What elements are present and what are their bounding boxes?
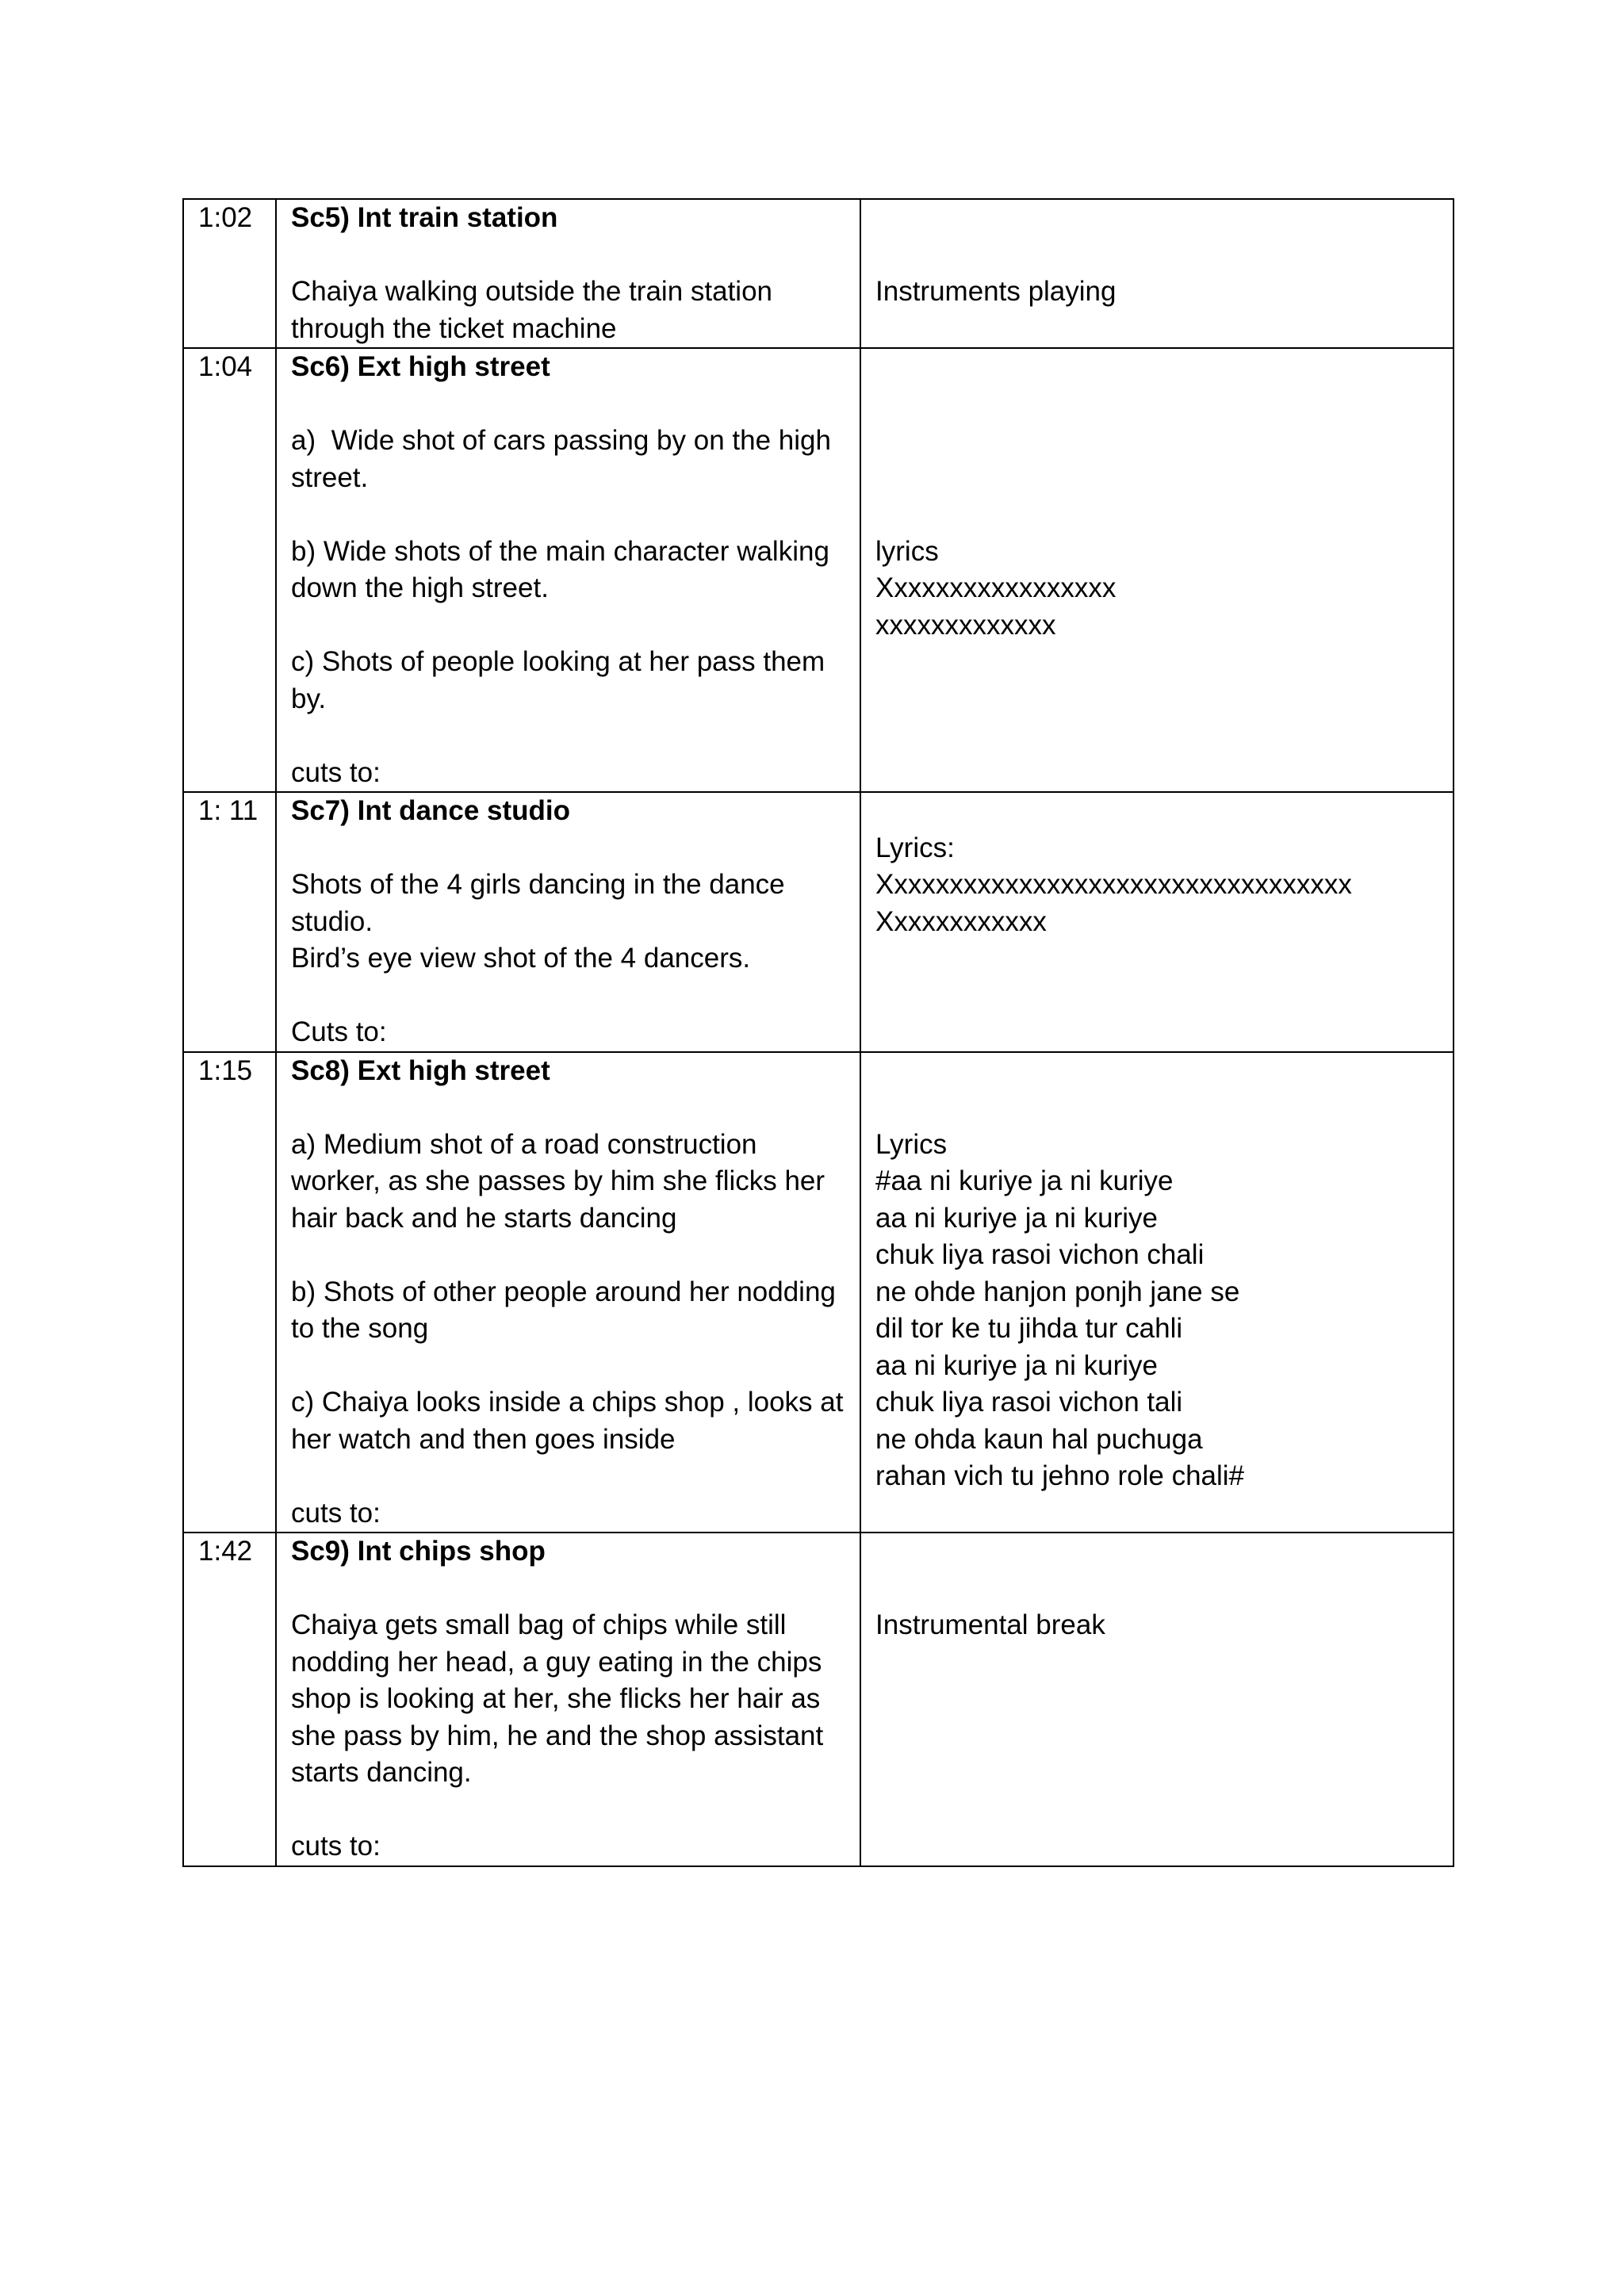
- spacer: [875, 349, 1438, 386]
- audio-text: ne ohde hanjon ponjh jane se: [875, 1276, 1240, 1307]
- time-cell: [183, 1052, 276, 1533]
- table-row: [183, 792, 1454, 1052]
- audio-text: Lyrics: [875, 1128, 948, 1160]
- spacer: [291, 386, 845, 423]
- scene-item-b: b) Shots of other people around her nodding: [291, 1276, 836, 1307]
- scene-item-a: street.: [291, 461, 369, 493]
- scene-cut: cuts to:: [291, 756, 381, 788]
- scene-item-c: c) Shots of people looking at her pass them: [291, 646, 825, 677]
- spacer: [875, 1089, 1438, 1127]
- scene-cut: cuts to:: [291, 1497, 381, 1529]
- scene-heading: Sc6) Ext high street: [291, 351, 550, 382]
- audio-text: lyrics: [875, 535, 939, 567]
- audio-cell: [860, 1533, 1454, 1866]
- audio-text: aa ni kuriye ja ni kuriye: [875, 1202, 1158, 1234]
- scene-text: she pass by him, he and the shop assistant: [291, 1720, 824, 1751]
- audio-text: Instruments playing: [875, 276, 1116, 307]
- scene-item-a: worker, as she passes by him she flicks her: [291, 1165, 825, 1196]
- audio-text: dil tor ke tu jihda tur cahli: [875, 1313, 1183, 1344]
- spacer: [875, 423, 1438, 460]
- spacer: [291, 1458, 845, 1495]
- spacer: [875, 237, 1438, 274]
- timestamp: 1: 11: [198, 795, 259, 826]
- scene-cut: cuts to:: [291, 1831, 381, 1862]
- scene-text: studio.: [291, 905, 373, 937]
- spacer: [291, 1792, 845, 1829]
- spacer: [875, 1571, 1438, 1608]
- spacer: [291, 1571, 845, 1608]
- scene-text: shop is looking at her, she flicks her hair as: [291, 1683, 821, 1714]
- audio-text: rahan vich tu jehno role chali#: [875, 1460, 1245, 1491]
- scene-item-a: a) Medium shot of a road construction: [291, 1128, 757, 1160]
- scene-text: Chaiya walking outside the train station: [291, 276, 773, 307]
- scene-text: starts dancing.: [291, 1757, 472, 1788]
- spacer: [875, 793, 1438, 830]
- scene-item-c: by.: [291, 683, 327, 714]
- scene-cell: [276, 1533, 860, 1866]
- scene-cell: [276, 348, 860, 792]
- spacer: [291, 496, 845, 534]
- audio-text: chuk liya rasoi vichon tali: [875, 1387, 1183, 1418]
- time-cell: [183, 792, 276, 1052]
- timestamp: 1:15: [198, 1054, 253, 1086]
- spacer: [291, 978, 845, 1015]
- table-row: [183, 348, 1454, 792]
- timestamp: 1:42: [198, 1536, 253, 1567]
- scene-heading: Sc7) Int dance studio: [291, 795, 570, 826]
- scene-item-b: to the song: [291, 1313, 429, 1344]
- table-row: [183, 1052, 1454, 1533]
- scene-text: Shots of the 4 girls dancing in the dance: [291, 869, 785, 900]
- spacer: [875, 1053, 1438, 1090]
- audio-text: #aa ni kuriye ja ni kuriye: [875, 1165, 1174, 1196]
- spacer: [291, 607, 845, 645]
- audio-text: Lyrics:: [875, 832, 955, 863]
- spacer: [875, 460, 1438, 497]
- spacer: [291, 1237, 845, 1274]
- scene-text: through the ticket machine: [291, 312, 617, 344]
- audio-text: Xxxxxxxxxxxxxxxxxxxxxxxxxxxxxxxxxx: [875, 869, 1352, 900]
- timestamp: 1:04: [198, 351, 253, 382]
- audio-cell: [860, 199, 1454, 348]
- scene-heading: Sc9) Int chips shop: [291, 1536, 546, 1567]
- scene-item-b: b) Wide shots of the main character walking: [291, 535, 829, 567]
- table-row: [183, 1533, 1454, 1866]
- spacer: [875, 1533, 1438, 1571]
- scene-cut: Cuts to:: [291, 1016, 387, 1047]
- audio-cell: [860, 348, 1454, 792]
- spacer: [291, 1348, 845, 1385]
- audio-cell: [860, 792, 1454, 1052]
- scene-heading: Sc8) Ext high street: [291, 1054, 550, 1086]
- audio-text: xxxxxxxxxxxxx: [875, 609, 1056, 641]
- timestamp: 1:02: [198, 202, 253, 233]
- spacer: [291, 237, 845, 274]
- spacer: [875, 386, 1438, 423]
- audio-text: Xxxxxxxxxxxxxxxxx: [875, 572, 1116, 603]
- scene-heading: Sc5) Int train station: [291, 202, 558, 233]
- scene-item-c: her watch and then goes inside: [291, 1423, 676, 1455]
- spacer: [875, 496, 1438, 534]
- audio-cell: [860, 1052, 1454, 1533]
- time-cell: [183, 348, 276, 792]
- scene-cell: [276, 199, 860, 348]
- spacer: [291, 830, 845, 867]
- spacer: [875, 200, 1438, 237]
- audio-text: Instrumental break: [875, 1609, 1105, 1640]
- scene-item-a: hair back and he starts dancing: [291, 1202, 677, 1234]
- scene-item-b: down the high street.: [291, 572, 549, 603]
- table-row: [183, 199, 1454, 348]
- audio-text: ne ohda kaun hal puchuga: [875, 1423, 1203, 1455]
- audio-text: aa ni kuriye ja ni kuriye: [875, 1349, 1158, 1381]
- scene-text: Chaiya gets small bag of chips while still: [291, 1609, 787, 1640]
- time-cell: [183, 199, 276, 348]
- storyboard-table: [182, 198, 1454, 1867]
- time-cell: [183, 1533, 276, 1866]
- audio-text: Xxxxxxxxxxxx: [875, 905, 1047, 937]
- spacer: [291, 1089, 845, 1127]
- scene-cell: [276, 792, 860, 1052]
- spacer: [291, 718, 845, 755]
- scene-item-a: a) Wide shot of cars passing by on the high: [291, 425, 831, 456]
- scene-text: Bird’s eye view shot of the 4 dancers.: [291, 943, 751, 974]
- scene-cell: [276, 1052, 860, 1533]
- scene-text: nodding her head, a guy eating in the chips: [291, 1646, 822, 1678]
- scene-item-c: c) Chaiya looks inside a chips shop , looks at: [291, 1387, 844, 1418]
- audio-text: chuk liya rasoi vichon chali: [875, 1239, 1205, 1270]
